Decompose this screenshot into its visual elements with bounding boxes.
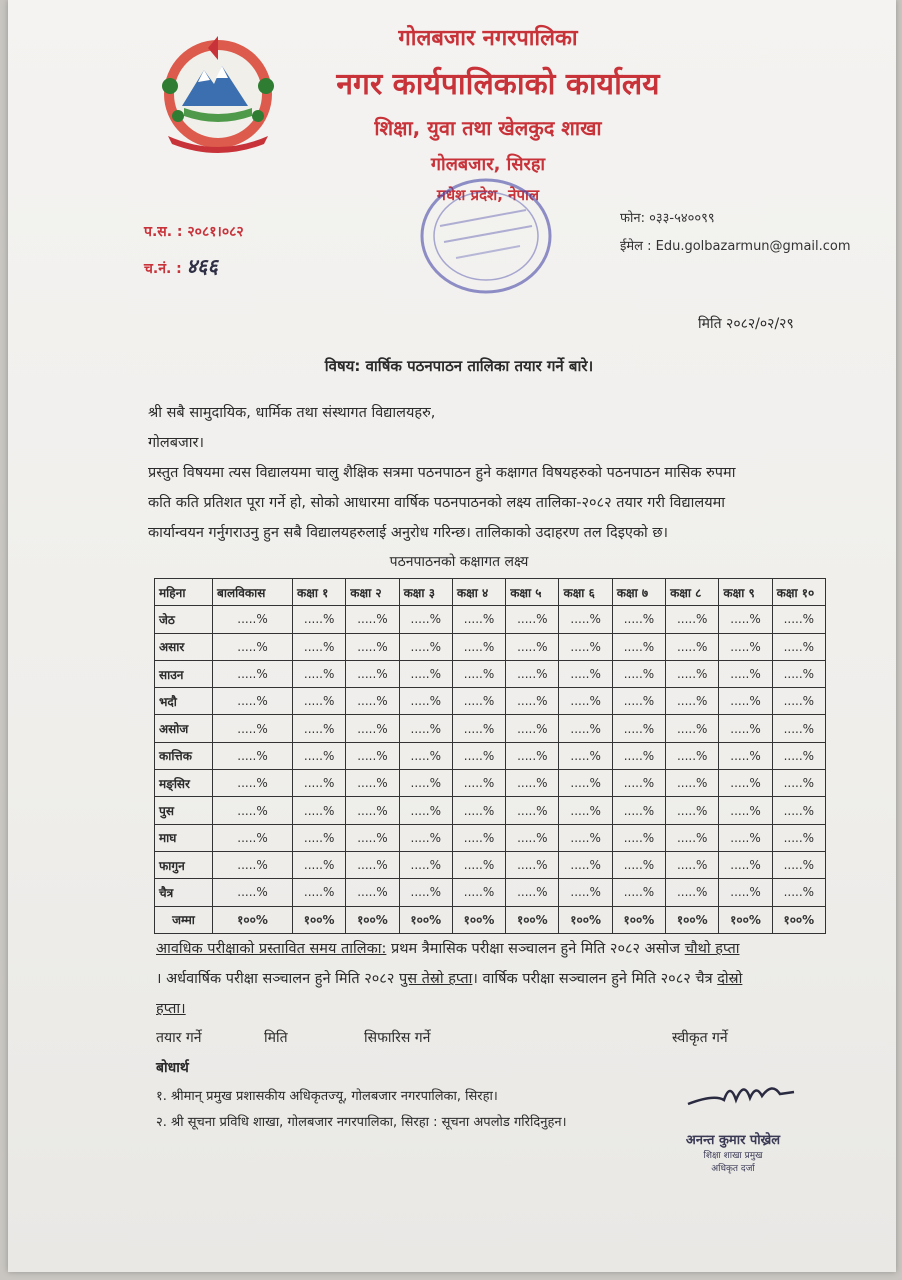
target-percent-cell: .....% [666,824,719,851]
office-name: नगर कार्यपालिकाको कार्यालय [336,67,660,102]
ref-ps [144,222,244,241]
province-name: मधेश प्रदेश, नेपाल [436,186,540,204]
handwritten-signature-icon [684,1074,814,1114]
body-line-3: कार्यान्वयन गर्नुगराउनु हुन सबै विद्यालयहरुलाई अनुरोध गरिन्छ। तालिकाको उदाहरण तल दिइएको छ। [148,525,669,541]
target-percent-cell: .....% [612,660,665,687]
target-percent-cell: .....% [452,797,505,824]
exam-line-2 [156,968,836,988]
target-percent-cell: .....% [452,688,505,715]
exam-annual-week-end: हप्ता। [156,1001,186,1017]
header-class-3: कक्षा २ [346,579,399,606]
branch-name: शिक्षा, युवा तथा खेलकुद शाखा [374,116,602,140]
target-percent-cell: .....% [506,742,559,769]
target-percent-cell: .....% [772,742,825,769]
target-percent-cell: .....% [559,770,612,797]
total-percent-cell: १००% [293,906,346,933]
total-percent-cell: १००% [506,906,559,933]
signer-title-1: शिक्षा शाखा प्रमुख [703,1151,763,1161]
month-cell: मङ्सिर [155,770,213,797]
target-percent-cell: .....% [666,660,719,687]
cc-item-1: १. श्रीमान् प्रमुख प्रशासकीय अधिकृतज्यू, गोलबजार नगरपालिका, सिरहा। [156,1089,498,1104]
header-class-2: कक्षा १ [293,579,346,606]
table-row [155,797,826,824]
target-percent-cell: .....% [719,633,772,660]
target-percent-cell: .....% [559,633,612,660]
addressee-line-2: गोलबजार। [148,435,204,451]
header-class-8: कक्षा ७ [612,579,665,606]
target-percent-cell: .....% [612,851,665,878]
target-percent-cell: .....% [293,770,346,797]
target-percent-cell: .....% [399,742,452,769]
phone-number: फोन: ०३३-५४००९९ [620,211,715,226]
exam-annual: । वार्षिक परीक्षा सञ्चालन हुने मिति २०८२ चैत्र [472,971,718,987]
target-percent-cell: .....% [772,851,825,878]
target-percent-cell: .....% [293,688,346,715]
target-percent-cell: .....% [772,606,825,633]
target-percent-cell: .....% [346,715,399,742]
recommended-by-label: सिफारिस गर्ने [364,1030,431,1046]
target-percent-cell: .....% [719,797,772,824]
signer-title-2: अधिकृत दर्जा [711,1164,755,1174]
cc-item-2: २. श्री सूचना प्रविधि शाखा, गोलबजार नगरपालिका, सिरहा : सूचना अपलोड गरिदिनुहन। [156,1115,567,1130]
target-percent-cell: .....% [559,660,612,687]
table-row [155,770,826,797]
target-percent-cell: .....% [559,742,612,769]
target-percent-cell: .....% [346,660,399,687]
target-percent-cell: .....% [506,688,559,715]
target-percent-cell: .....% [772,770,825,797]
target-percent-cell: .....% [506,660,559,687]
target-percent-cell: .....% [612,688,665,715]
office-stamp-icon [406,170,566,310]
target-percent-cell: .....% [213,633,293,660]
target-percent-cell: .....% [719,660,772,687]
total-percent-cell: १००% [213,906,293,933]
exam-half-yearly-week: पुस तेस्रो हप्ता [398,971,473,987]
signer-block [668,1130,798,1174]
target-percent-cell: .....% [772,879,825,906]
body-line-1: प्रस्तुत विषयमा त्यस विद्यालयमा चालु शैक्षिक सत्रमा पठनपाठन हुने कक्षागत विषयहरुको पठनपाठन मासिक रुपमा [148,465,736,481]
header-class-4: कक्षा ३ [399,579,452,606]
target-percent-cell: .....% [559,688,612,715]
target-percent-cell: .....% [559,606,612,633]
target-percent-cell: .....% [399,660,452,687]
target-percent-cell: .....% [666,715,719,742]
body-line-2: कति कति प्रतिशत पूरा गर्ने हो, सोको आधारमा वार्षिक पठनपाठनको लक्ष्य तालिका-२०८२ तयार गरी विद्यालयमा [148,495,726,511]
target-percent-cell: .....% [559,879,612,906]
table-row [155,606,826,633]
target-percent-cell: .....% [719,715,772,742]
target-percent-cell: .....% [506,606,559,633]
target-percent-cell: .....% [666,851,719,878]
target-percent-cell: .....% [719,851,772,878]
total-percent-cell: १००% [559,906,612,933]
target-percent-cell: .....% [506,797,559,824]
table-header-row [155,579,826,606]
target-percent-cell: .....% [559,851,612,878]
target-percent-cell: .....% [399,606,452,633]
target-percent-cell: .....% [772,660,825,687]
target-percent-cell: .....% [719,824,772,851]
month-cell: असोज [155,715,213,742]
month-cell: माघ [155,824,213,851]
cc-title: बोधार्थ [156,1060,189,1076]
target-percent-cell: .....% [452,824,505,851]
exam-annual-week: दोस्रो [717,971,743,987]
target-percent-cell: .....% [666,606,719,633]
target-percent-cell: .....% [213,770,293,797]
header-class-10: कक्षा ९ [719,579,772,606]
table-row [155,824,826,851]
target-percent-cell: .....% [213,688,293,715]
target-percent-cell: .....% [559,715,612,742]
target-percent-cell: .....% [399,715,452,742]
table-row [155,633,826,660]
target-percent-cell: .....% [772,797,825,824]
header-class-11: कक्षा १० [772,579,825,606]
target-percent-cell: .....% [719,688,772,715]
header-month: महिना [155,579,213,606]
target-percent-cell: .....% [346,851,399,878]
target-percent-cell: .....% [293,879,346,906]
header-class-5: कक्षा ४ [452,579,505,606]
target-percent-cell: .....% [213,879,293,906]
addressee-line-1: श्री सबै सामुदायिक, धार्मिक तथा संस्थागत विद्यालयहरु, [148,405,436,421]
ref-cn-label: च.नं. : [144,261,182,277]
month-cell: पुस [155,797,213,824]
target-percent-cell: .....% [399,824,452,851]
exam-half-yearly: । अर्धवार्षिक परीक्षा सञ्चालन हुने मिति २०८२ [156,971,399,987]
target-percent-cell: .....% [612,633,665,660]
target-percent-cell: .....% [666,770,719,797]
target-percent-cell: .....% [213,742,293,769]
target-percent-cell: .....% [452,742,505,769]
target-percent-cell: .....% [213,606,293,633]
ref-ps-value: २०८१।०८२ [187,224,244,240]
table-row [155,688,826,715]
target-percent-cell: .....% [213,851,293,878]
table-row [155,879,826,906]
target-percent-cell: .....% [346,824,399,851]
target-percent-cell: .....% [293,633,346,660]
target-percent-cell: .....% [399,851,452,878]
header-class-6: कक्षा ५ [506,579,559,606]
target-percent-cell: .....% [293,851,346,878]
target-percent-cell: .....% [399,797,452,824]
nepal-emblem-icon [148,36,288,154]
month-cell: फागुन [155,851,213,878]
target-percent-cell: .....% [452,606,505,633]
target-percent-cell: .....% [772,824,825,851]
approved-by-label: स्वीकृत गर्ने [672,1030,728,1046]
month-cell: साउन [155,660,213,687]
exam-schedule-heading: आवधिक परीक्षाको प्रस्तावित समय तालिका: [156,941,387,957]
target-percent-cell: .....% [293,715,346,742]
target-percent-cell: .....% [452,851,505,878]
email-address: Edu.golbazarmun@gmail.com [655,239,851,254]
table-row [155,851,826,878]
target-percent-cell: .....% [293,797,346,824]
header-class-7: कक्षा ६ [559,579,612,606]
signoff-date-label: मिति [264,1030,288,1046]
table-row [155,715,826,742]
total-percent-cell: १००% [399,906,452,933]
target-percent-cell: .....% [719,742,772,769]
target-percent-cell: .....% [612,606,665,633]
target-percent-cell: .....% [612,770,665,797]
target-percent-cell: .....% [612,824,665,851]
target-percent-cell: .....% [293,742,346,769]
target-percent-cell: .....% [666,879,719,906]
target-percent-cell: .....% [346,770,399,797]
target-percent-cell: .....% [293,606,346,633]
month-cell: चैत्र [155,879,213,906]
total-percent-cell: १००% [612,906,665,933]
table-row [155,660,826,687]
exam-line-1 [156,938,836,958]
target-percent-cell: .....% [452,660,505,687]
target-percent-cell: .....% [612,797,665,824]
ref-cn-value: ४६६ [186,254,218,278]
target-percent-cell: .....% [559,824,612,851]
target-percent-cell: .....% [666,742,719,769]
header-class-1: बालविकास [213,579,293,606]
table-total-row [155,906,826,933]
monthly-target-table [154,578,826,934]
total-percent-cell: १००% [719,906,772,933]
target-percent-cell: .....% [612,715,665,742]
target-percent-cell: .....% [506,770,559,797]
exam-line-3 [156,998,836,1018]
target-percent-cell: .....% [772,633,825,660]
signer-name: अनन्त कुमार पोख्रेल [685,1133,781,1148]
target-percent-cell: .....% [399,879,452,906]
office-location: गोलबजार, सिरहा [430,154,546,175]
target-percent-cell: .....% [293,824,346,851]
table-caption: पठनपाठनको कक्षागत लक्ष्य [389,554,529,570]
municipality-name: गोलबजार नगरपालिका [398,26,578,51]
letter-date: मिति २०८२/०२/२९ [698,316,794,332]
target-percent-cell: .....% [399,770,452,797]
target-percent-cell: .....% [213,660,293,687]
month-cell: जेठ [155,606,213,633]
month-cell: कात्तिक [155,742,213,769]
target-percent-cell: .....% [346,688,399,715]
target-percent-cell: .....% [666,688,719,715]
total-percent-cell: १००% [346,906,399,933]
exam-first-term: प्रथम त्रैमासिक परीक्षा सञ्चालन हुने मिति २०८२ असोज [386,941,685,957]
email-label: ईमेल : [620,239,652,254]
target-percent-cell: .....% [452,879,505,906]
target-percent-cell: .....% [719,879,772,906]
table-row [155,742,826,769]
target-percent-cell: .....% [399,688,452,715]
target-percent-cell: .....% [452,633,505,660]
target-percent-cell: .....% [452,770,505,797]
header-class-9: कक्षा ८ [666,579,719,606]
target-percent-cell: .....% [346,606,399,633]
target-percent-cell: .....% [506,633,559,660]
total-percent-cell: १००% [772,906,825,933]
target-percent-cell: .....% [506,824,559,851]
ref-ps-label: प.स. : [144,224,183,240]
total-label-cell: जम्मा [155,906,213,933]
target-percent-cell: .....% [506,851,559,878]
target-percent-cell: .....% [772,688,825,715]
target-percent-cell: .....% [772,715,825,742]
target-percent-cell: .....% [346,633,399,660]
email-line [620,236,851,254]
table-body [155,606,826,934]
month-cell: भदौ [155,688,213,715]
total-percent-cell: १००% [666,906,719,933]
target-percent-cell: .....% [293,660,346,687]
target-percent-cell: .....% [612,742,665,769]
target-percent-cell: .....% [612,879,665,906]
target-percent-cell: .....% [346,879,399,906]
target-percent-cell: .....% [213,715,293,742]
target-percent-cell: .....% [346,742,399,769]
target-percent-cell: .....% [213,797,293,824]
month-cell: असार [155,633,213,660]
target-percent-cell: .....% [506,715,559,742]
target-percent-cell: .....% [452,715,505,742]
letter-subject: विषय: वार्षिक पठनपाठन तालिका तयार गर्ने बारे। [324,357,594,375]
target-percent-cell: .....% [213,824,293,851]
target-percent-cell: .....% [719,606,772,633]
letter-page [8,0,896,1272]
target-percent-cell: .....% [666,797,719,824]
ref-cn [144,252,218,279]
total-percent-cell: १००% [452,906,505,933]
target-percent-cell: .....% [506,879,559,906]
target-percent-cell: .....% [346,797,399,824]
target-percent-cell: .....% [399,633,452,660]
prepared-by-label: तयार गर्ने [156,1030,202,1046]
target-percent-cell: .....% [666,633,719,660]
exam-first-term-week: चौथो हप्ता [684,941,740,957]
target-percent-cell: .....% [559,797,612,824]
target-percent-cell: .....% [719,770,772,797]
